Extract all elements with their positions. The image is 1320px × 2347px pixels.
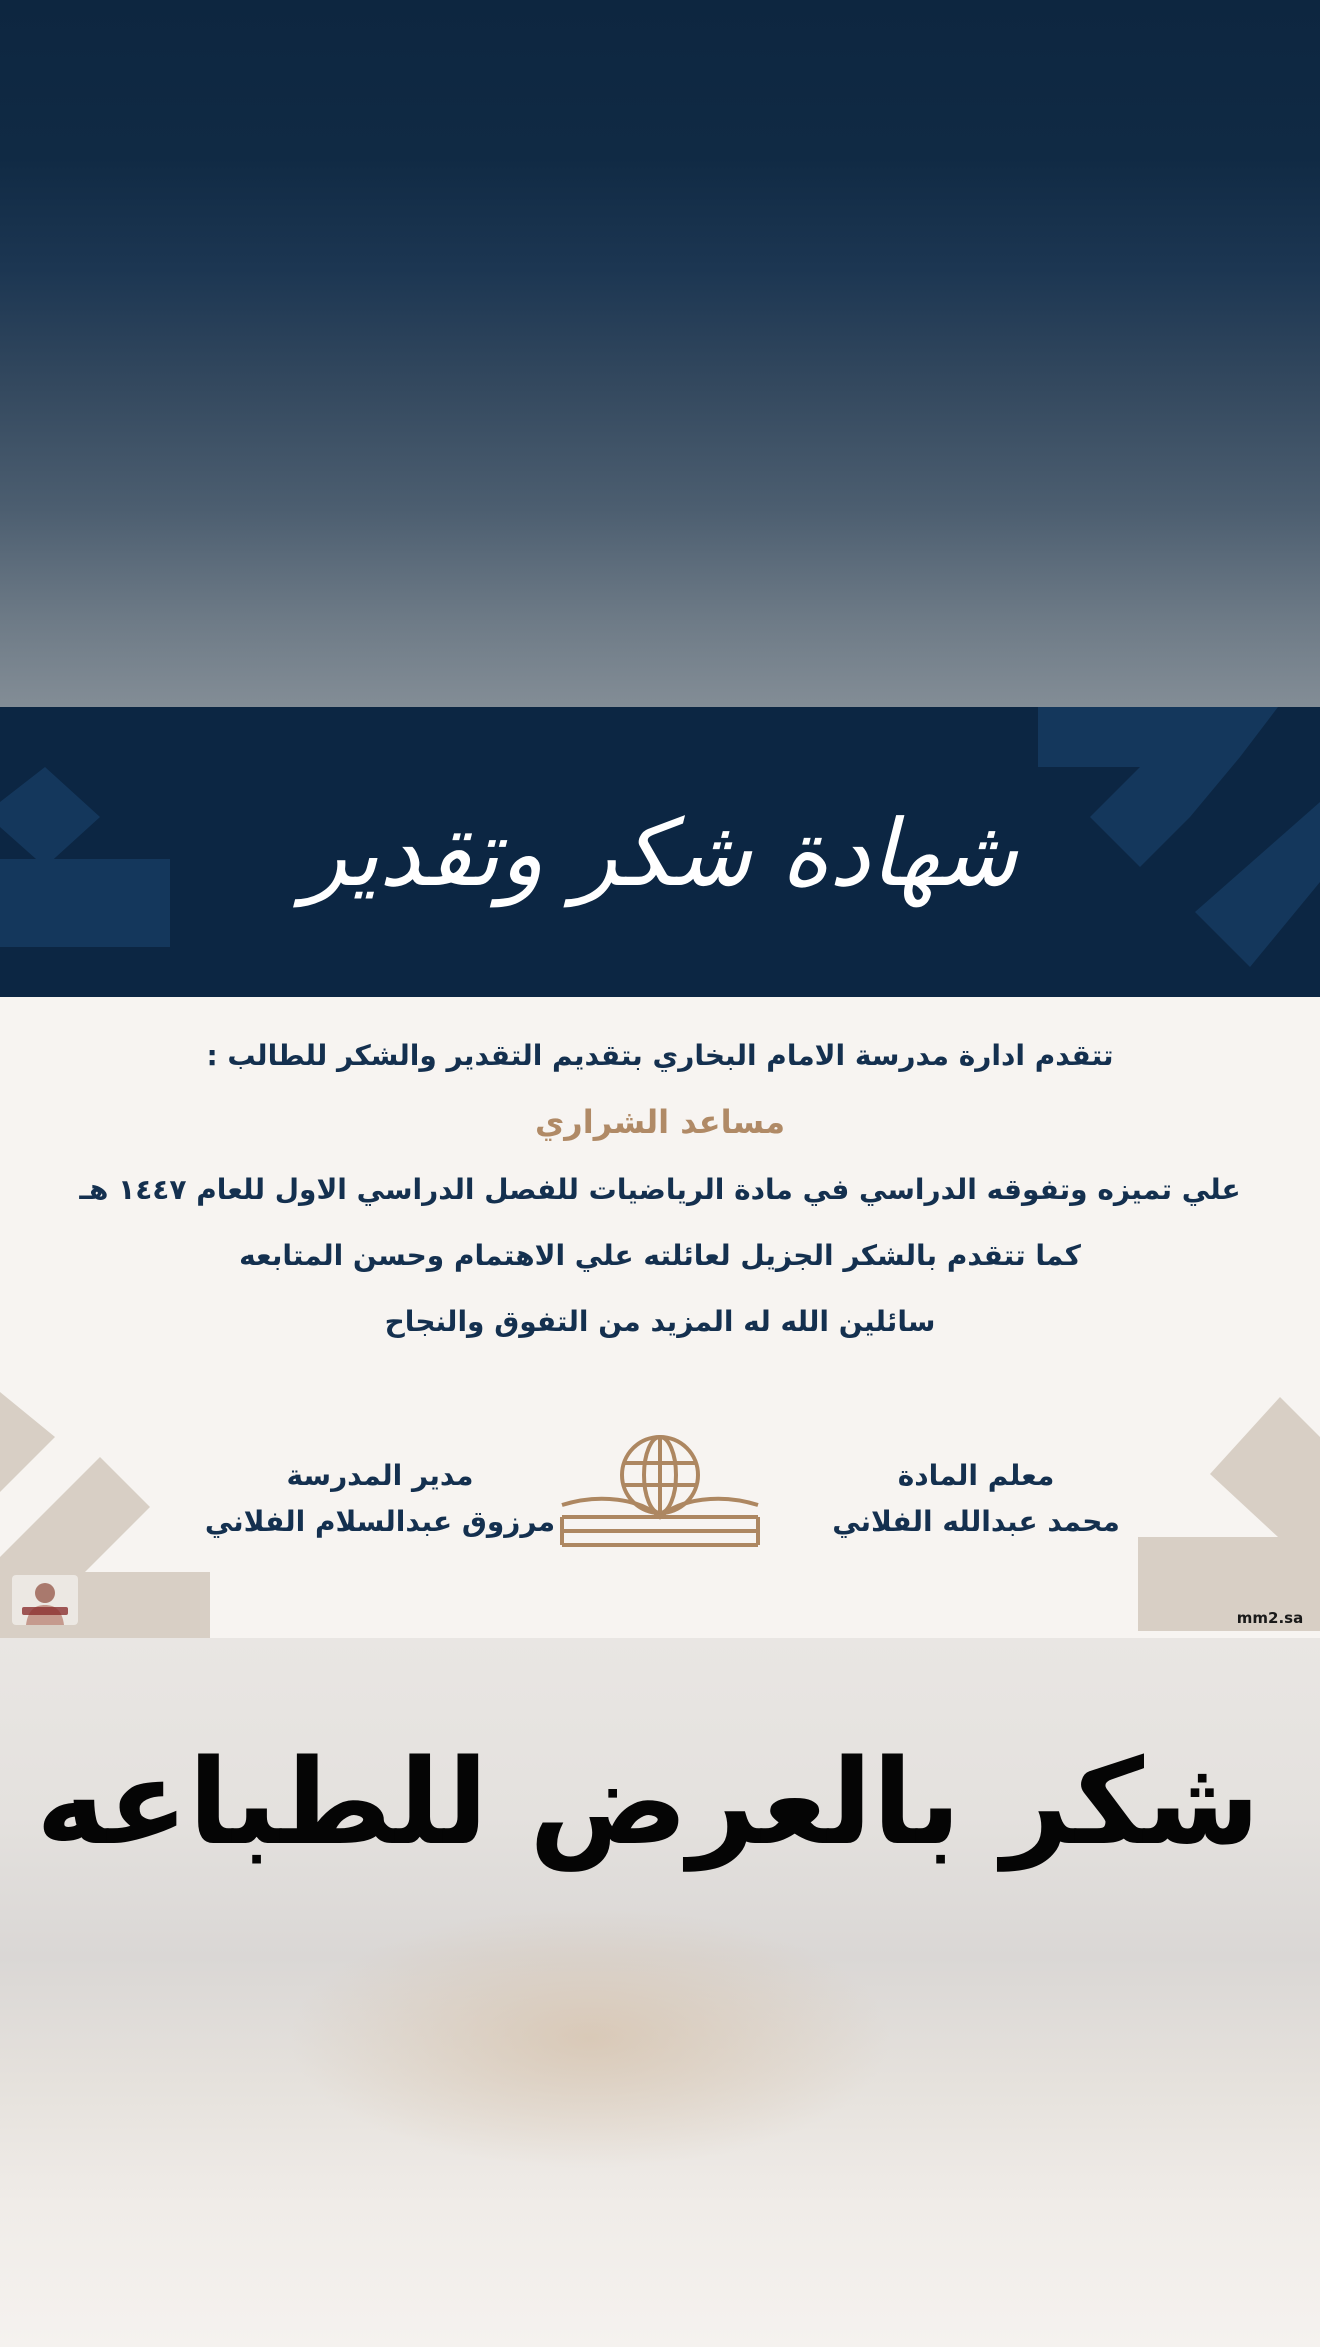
family-thanks-text: كما تتقدم بالشكر الجزيل لعائلته علي الاهتمام وحسن المتابعه [239,1239,1081,1272]
right-chevron-top [1210,1397,1320,1537]
certificate-body [0,997,1320,1638]
certificate-title: شهادة شكر وتقدير [302,800,1018,907]
certificate-card [0,707,1320,1638]
teacher-title: معلم المادة [897,1459,1055,1492]
certificate-header [0,707,1320,997]
site-tag: mm2.sa [1236,1609,1304,1627]
reason-text: علي تميزه وتفوقه الدراسي في مادة الرياضيات للفصل الدراسي الاول للعام ١٤٤٧ هـ [79,1173,1241,1206]
left-chevron-top [0,1392,55,1492]
principal-name: مرزوق عبدالسلام الفلاني [204,1505,556,1538]
principal-title: مدير المدرسة [286,1459,474,1492]
teacher-signature [786,1453,1166,1545]
intro-text: تتقدم ادارة مدرسة الامام البخاري بتقديم التقدير والشكر للطالب : [206,1039,1114,1072]
top-gradient-backdrop [0,0,1320,707]
principal-signature [185,1453,575,1545]
avatar-icon [12,1575,78,1625]
bottom-banner [0,1638,1320,2347]
student-name: مساعد الشراري [534,1103,786,1141]
teacher-name: محمد عبدالله الفلاني [832,1505,1120,1538]
wish-text: سائلين الله له المزيد من التفوق والنجاح [384,1305,936,1338]
globe-book-icon [560,1433,760,1549]
avatar [12,1575,78,1625]
banner-text: شكر بالعرض للطباعه [36,1733,1260,1871]
